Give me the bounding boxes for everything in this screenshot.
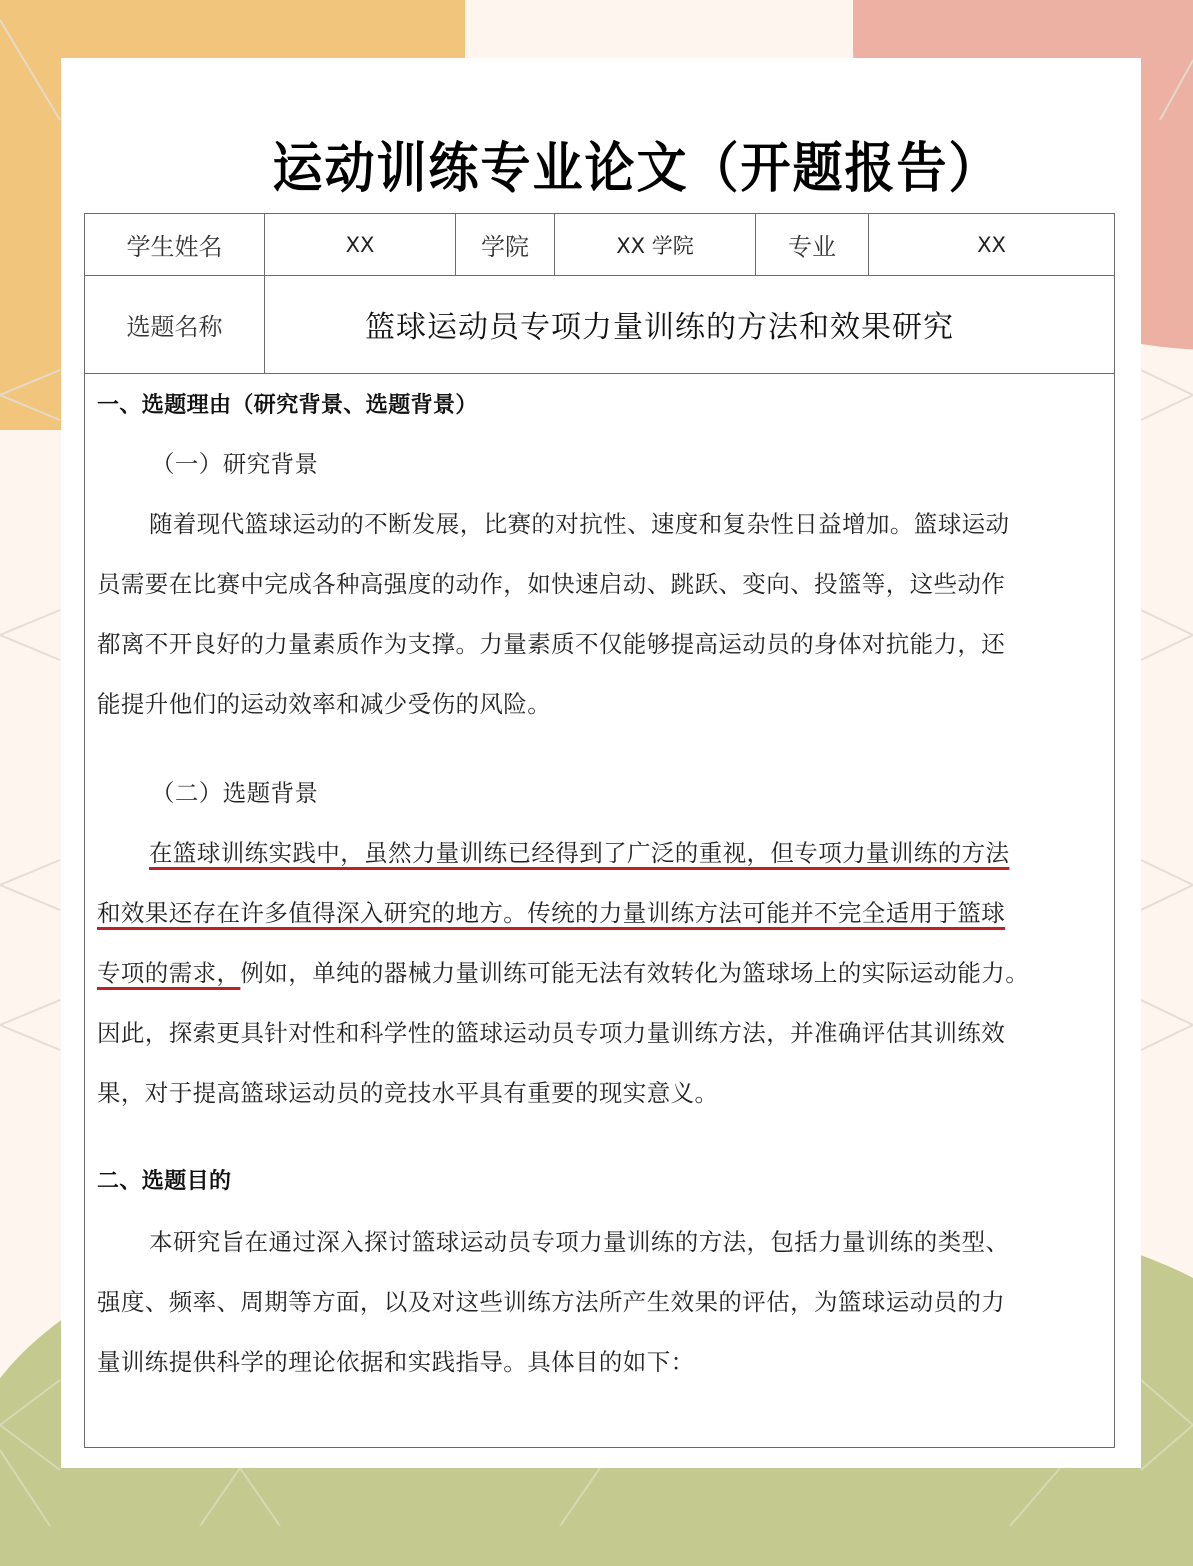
paragraph-line: 都离不开良好的力量素质作为支撑。力量素质不仅能够提高运动员的身体对抗能力，还 [97, 630, 1006, 658]
major-label: 专业 [756, 214, 869, 275]
paragraph-line: 能提升他们的运动效率和减少受伤的风险。 [97, 690, 552, 718]
college-label: 学院 [456, 214, 555, 275]
student-name-value: XX [265, 214, 456, 275]
document-title: 运动训练专业论文（开题报告） [272, 137, 1001, 200]
paragraph-line: 本研究旨在通过深入探讨篮球运动员专项力量训练的方法，包括力量训练的类型、 [149, 1228, 1010, 1256]
paragraph-line: 量训练提供科学的理论依据和实践指导。具体目的如下： [97, 1348, 695, 1376]
paragraph-line [97, 958, 1104, 988]
section-1-heading: 一、选题理由（研究背景、选题背景） [97, 393, 478, 418]
major-value: XX [977, 232, 1006, 257]
highlighted-text: 和效果还存在许多值得深入研究的地方。传统的力量训练方法可能并不完全适用于篮球 [97, 899, 1006, 927]
paragraph-line: 因此，探索更具针对性和科学性的篮球运动员专项力量训练方法，并准确评估其训练效 [97, 1019, 1006, 1047]
topic-value: 篮球运动员专项力量训练的方法和效果研究 [365, 310, 954, 345]
topic-label: 选题名称 [85, 275, 265, 373]
subsection-1-heading: （一）研究背景 [151, 450, 319, 478]
student-name-label: 学生姓名 [85, 214, 265, 275]
paragraph-line-underlined [97, 898, 1104, 928]
highlighted-text: 专项的需求， [97, 959, 241, 987]
topic-row [85, 275, 1114, 374]
proposal-form-table [84, 213, 1115, 1448]
paragraph-line: 强度、频率、周期等方面，以及对这些训练方法所产生效果的评估，为篮球运动员的力 [97, 1288, 1006, 1316]
subsection-2-heading: （二）选题背景 [151, 779, 319, 807]
paragraph-line-underlined [97, 838, 1104, 868]
info-row [85, 214, 1114, 276]
paragraph-line: 员需要在比赛中完成各种高强度的动作，如快速启动、跳跃、变向、投篮等，这些动作 [97, 570, 1006, 598]
plain-text: 例如，单纯的器械力量训练可能无法有效转化为篮球场上的实际运动能力。 [240, 959, 1030, 987]
paragraph-line: 果，对于提高篮球运动员的竞技水平具有重要的现实意义。 [97, 1079, 719, 1107]
college-value: XX 学院 [555, 214, 756, 275]
form-body [85, 373, 1114, 1447]
paragraph-line: 随着现代篮球运动的不断发展，比赛的对抗性、速度和复杂性日益增加。篮球运动 [149, 510, 1010, 538]
section-2-heading: 二、选题目的 [97, 1169, 232, 1194]
highlighted-text: 在篮球训练实践中，虽然力量训练已经得到了广泛的重视，但专项力量训练的方法 [149, 839, 1010, 867]
